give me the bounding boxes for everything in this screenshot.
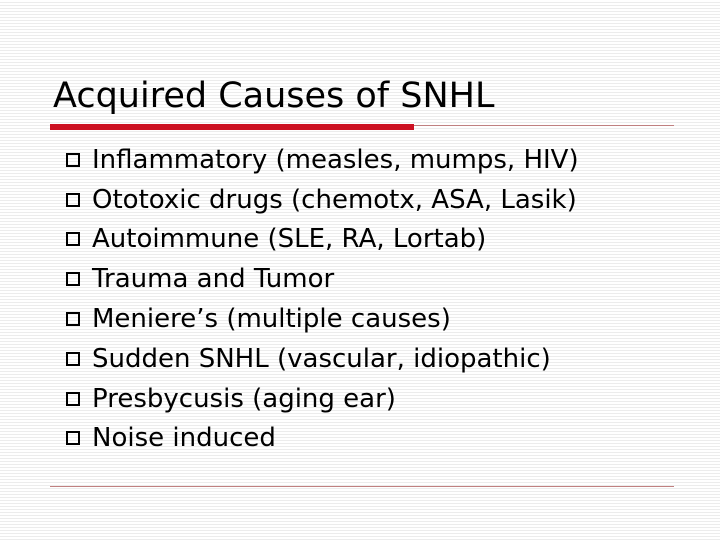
list-item [66, 180, 579, 220]
square-box-icon [66, 312, 80, 326]
square-box-icon [66, 431, 80, 445]
list-item [66, 220, 579, 260]
bullet-text: Ototoxic drugs (chemotx, ASA, Lasik) [92, 184, 577, 215]
square-box-icon [66, 392, 80, 406]
bullet-list [66, 140, 579, 458]
square-box-icon [66, 153, 80, 167]
list-item [66, 259, 579, 299]
list-item [66, 140, 579, 180]
bullet-text: Noise induced [92, 423, 276, 454]
square-box-icon [66, 193, 80, 207]
bullet-text: Autoimmune (SLE, RA, Lortab) [92, 224, 487, 255]
footer-rule [50, 486, 674, 487]
bullet-text: Inflammatory (measles, mumps, HIV) [92, 144, 579, 175]
list-item [66, 299, 579, 339]
bullet-text: Trauma and Tumor [92, 264, 335, 295]
bullet-text: Presbycusis (aging ear) [92, 383, 396, 414]
list-item [66, 419, 579, 459]
square-box-icon [66, 272, 80, 286]
list-item [66, 339, 579, 379]
square-box-icon [66, 232, 80, 246]
slide-title: Acquired Causes of SNHL [53, 76, 495, 116]
list-item [66, 379, 579, 419]
square-box-icon [66, 352, 80, 366]
title-underline-accent [50, 124, 414, 130]
bullet-text: Sudden SNHL (vascular, idiopathic) [92, 343, 551, 374]
bullet-text: Meniere’s (multiple causes) [92, 304, 451, 335]
